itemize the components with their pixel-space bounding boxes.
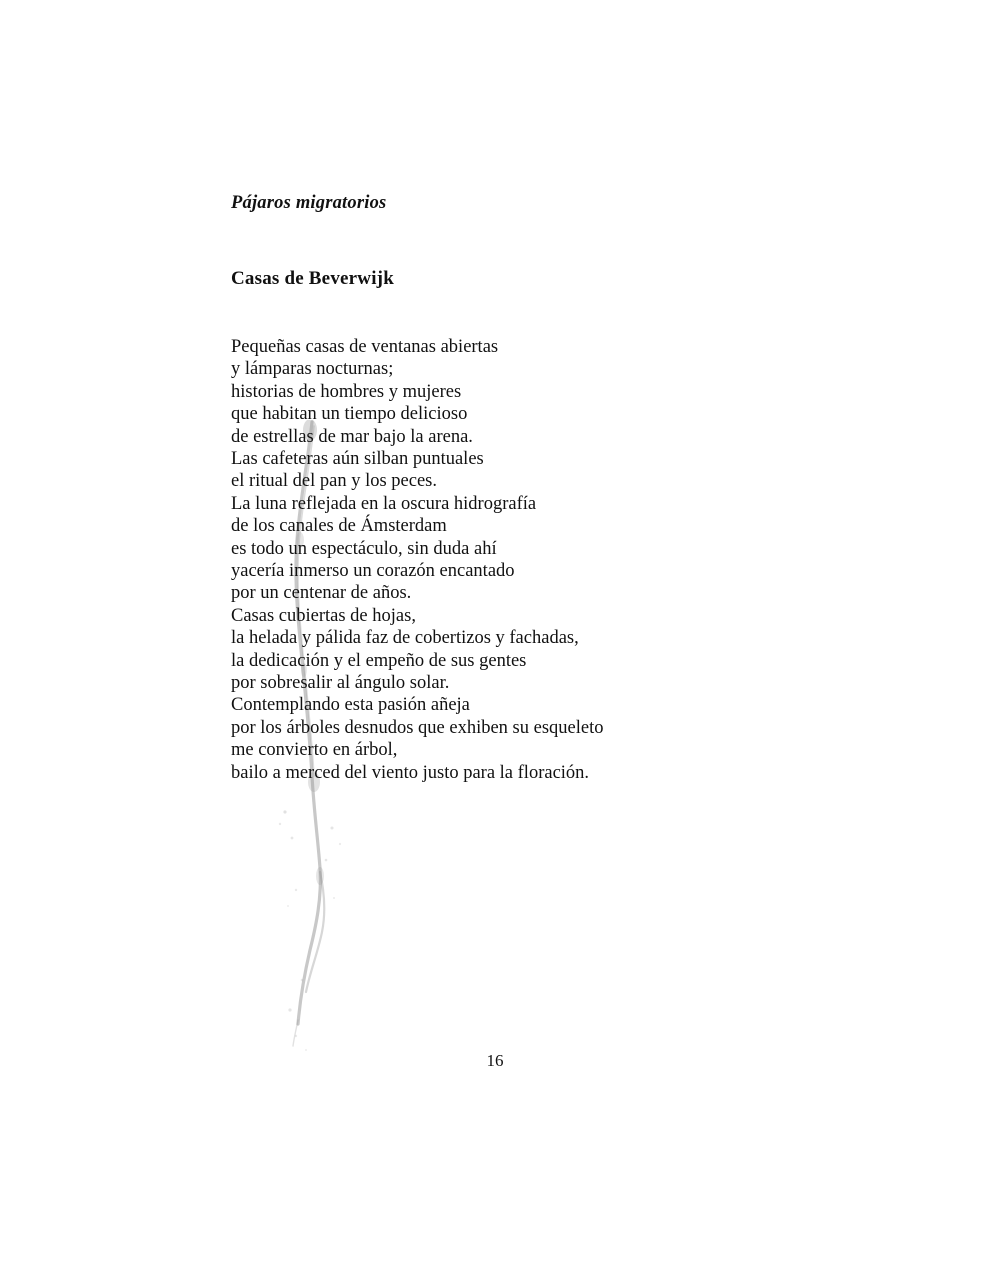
poem-line: el ritual del pan y los peces. (231, 471, 438, 492)
poem-line: es todo un espectáculo, sin duda ahí (231, 538, 497, 559)
poem-line: me convierto en árbol, (231, 740, 398, 761)
poem-line: de los canales de Ámsterdam (231, 516, 447, 537)
poem-title: Casas de Beverwijk (231, 268, 394, 290)
poem-line: Las cafeteras aún silban puntuales (231, 449, 484, 470)
poem-line: la helada y pálida faz de cobertizos y fachadas, (231, 628, 579, 649)
poem-line: por los árboles desnudos que exhiben su esqueleto (231, 717, 604, 738)
poem-line: bailo a merced del viento justo para la floración. (231, 762, 590, 783)
series-title: Pájaros migratorios (231, 193, 387, 213)
poem-line: que habitan un tiempo delicioso (231, 404, 468, 425)
poem-line: de estrellas de mar bajo la arena. (231, 426, 473, 447)
poem-block (231, 192, 851, 784)
page-number: 16 (486, 1051, 504, 1070)
poem-line: Pequeñas casas de ventanas abiertas (231, 336, 499, 357)
poem-line: por un centenar de años. (231, 583, 412, 604)
poem-line: la dedicación y el empeño de sus gentes (231, 650, 527, 671)
poem-body (231, 336, 851, 784)
poem-line: yacería inmerso un corazón encantado (231, 561, 515, 582)
poem-line: historias de hombres y mujeres (231, 381, 462, 402)
poem-line: Casas cubiertas de hojas, (231, 605, 416, 626)
poem-line: por sobresalir al ángulo solar. (231, 673, 450, 694)
poem-line: Contemplando esta pasión añeja (231, 695, 470, 716)
poem-line: La luna reflejada en la oscura hidrografía (231, 493, 537, 514)
poem-line: y lámparas nocturnas; (231, 359, 394, 380)
